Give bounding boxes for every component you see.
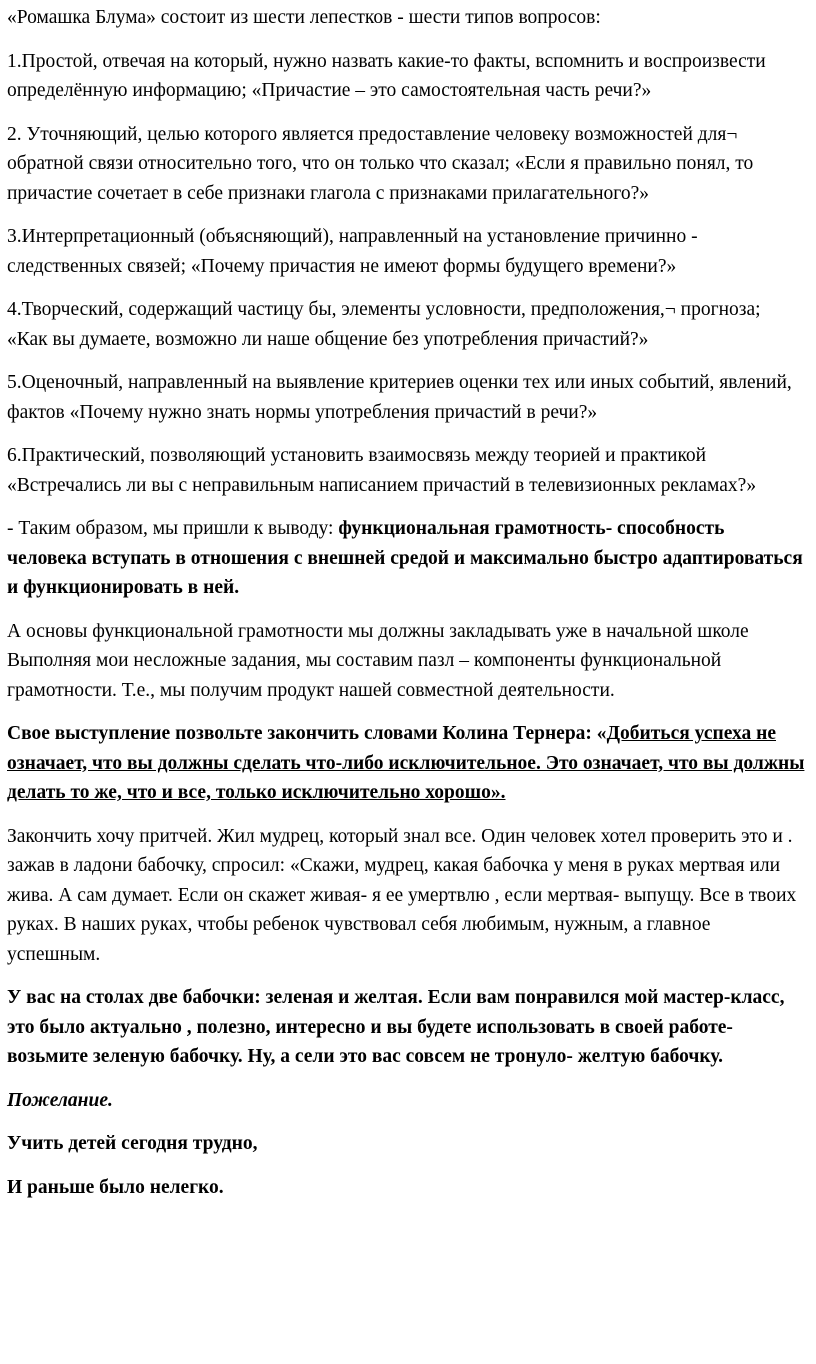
poem-line-2: И раньше было нелегко. — [7, 1176, 224, 1198]
conclusion-definition: функциональная грамотность- способность человека вступать в отношения с внешней средой и максимально быстро адаптироваться и функционировать в ней. — [7, 518, 803, 598]
quote-text: Добиться успеха не означает, что вы должны сделать что-либо исключительное. Это означает, что вы должны делать то же, что и все, только исключительно хорошо». — [7, 723, 805, 803]
paragraph-foundations: А основы функциональной грамотности мы должны закладывать уже в начальной школе Выполняя мои несложные задания, мы составим пазл – компоненты функциональной грамотности. Т.е., мы получим продукт нашей совместной деятельности. — [7, 620, 749, 701]
document-page — [0, 3, 816, 1364]
paragraph-question-simple: 1.Простой, отвечая на который, нужно назвать какие-то факты, вспомнить и воспроизвести определённую информацию; «Причастие – это самостоятельная часть речи?» — [7, 50, 766, 101]
quote-intro: Свое выступление позвольте закончить словами Колина Тернера: « — [7, 723, 607, 744]
paragraph-question-evaluative: 5.Оценочный, направленный на выявление критериев оценки тех или иных событий, явлений, фактов «Почему нужно знать нормы употребления причастий в речи?» — [7, 372, 792, 423]
paragraph-quote — [7, 719, 806, 808]
poem-line-1: Учить детей сегодня трудно, — [7, 1133, 258, 1154]
conclusion-lead-text: - Таким образом, мы пришли к выводу: — [7, 518, 339, 539]
paragraph-question-practical: 6.Практический, позволяющий установить взаимосвязь между теорией и практикой «Встречались ли вы с неправильным написанием причастий в телевизионных рекламах?» — [7, 445, 757, 496]
paragraph-question-creative: 4.Творческий, содержащий частицу бы, элементы условности, предположения,¬ прогноза; «Как вы думаете, возможно ли наше общение без употребления причастий?» — [7, 299, 761, 350]
paragraph-intro: «Ромашка Блума» состоит из шести лепестков - шести типов вопросов: — [7, 7, 601, 28]
paragraph-parable: Закончить хочу притчей. Жил мудрец, который знал все. Один человек хотел проверить это и . зажав в ладони бабочку, спросил: «Скажи, мудрец, какая бабочка у меня в руках мертвая или жива. А сам думает. Если он скажет живая- я ее умертвлю , если мертвая- выпущу. Все в твоих руках. В наших руках, чтобы ребенок чувствовал себя любимым, нужным, а главное успешным. — [7, 825, 797, 965]
paragraph-question-interpretive: 3.Интерпретационный (объясняющий), направленный на установление причинно - следственных связей; «Почему причастия не имеют формы будущего времени?» — [7, 226, 698, 277]
paragraph-question-clarifying: 2. Уточняющий, целью которого является предоставление человеку возможностей для¬ обратной связи относительно того, что он только что сказал; «Если я правильно понял, то причастие сочетает в себе признаки глагола с признаками прилагательного?» — [7, 123, 754, 204]
paragraph-butterflies: У вас на столах две бабочки: зеленая и желтая. Если вам понравился мой мастер-класс, это было актуально , полезно, интересно и вы будете использовать в своей работе-возьмите зеленую бабочку. Ну, а сели это вас совсем не тронуло- желтую бабочку. — [7, 987, 785, 1067]
paragraph-conclusion — [7, 514, 806, 603]
heading-wish: Пожелание. — [7, 1089, 113, 1111]
